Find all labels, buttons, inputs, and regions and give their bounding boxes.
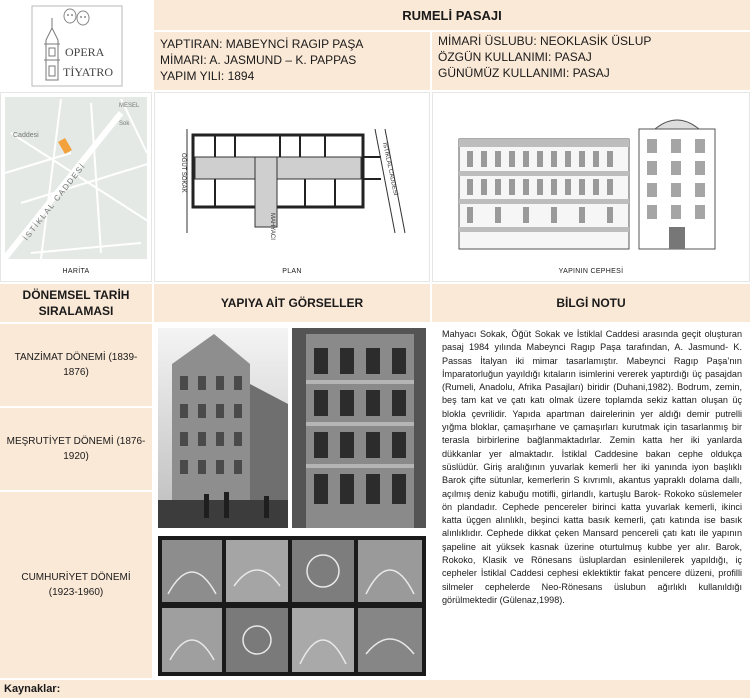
building-photos <box>154 324 430 678</box>
architect: MİMARI: A. JASMUND – K. PAPPAS <box>160 53 357 67</box>
sources-footer <box>0 680 750 698</box>
era-tanzimat-text: TANZİMAT DÖNEMİ (1839-1876) <box>14 352 138 378</box>
era-mesrutiyet <box>0 408 152 490</box>
current-use: GÜNÜMÜZ KULLANIMI: PASAJ <box>438 66 610 80</box>
notes-header-text: BİLGİ NOTU <box>556 296 626 310</box>
era-mesrutiyet-text: MEŞRUTİYET DÖNEMİ (1876-1920) <box>6 436 146 462</box>
page-title <box>152 0 750 30</box>
photos-panel <box>154 324 430 678</box>
build-year: YAPIM YILI: 1894 <box>160 69 255 83</box>
logo-text-line2: TİYATRO <box>63 65 113 79</box>
built-by: YAPTIRAN: MABEYNCİ RAGIP PAŞA <box>160 37 364 51</box>
logo-panel <box>0 0 152 90</box>
plan-panel <box>154 92 430 282</box>
map-street-label: İSTİKLAL CADDESİ <box>21 161 88 243</box>
notes-header <box>432 284 750 322</box>
info-note-text: Mahyacı Sokak, Öğüt Sokak ve İstiklal Caddesi arasında geçit oluşturan pasaj 1984 yılında Mabeynci Ragıp Paşa tarafından, A. Jasmund- K. Passas İtalyan iki mimar tasarlamıştır. Mabeynci Ragıp Paşa’nın İmparatorluğun yayıldığı kıtaların isimlerini vererek yaptırdığı üç pasajdan (Rumeli, Anadolu, Afrika Pasajları) biridir (Duhani,1982). Bodrum, zemin, beş tam kat ve çatı katı olmak üzere toplamda sekiz kattan oluşan üç blokla çevrilidir. Yapıda apartman dairelerinin yer aldığı demir putrelli yığma bloklar, çamaşırhane ve çamaşırları kurutmak için tasarlanmış bir terasla birbirlerine bağlanmaktadırlar. Zemin katta her iki yanlarda dükkanlar yer almaktadır. İstiklal Caddesine bakan cephe oldukça süslüdür. Giriş aralığının yuvarlak kemerli her iki yanında iyon başlıklı Barok çifte sütunlar, kemerlerin S kıvrımlı, akantus yapraklı dolama dallı, açılmış deniz kabuğu motifli, girlandlı, kartuşlu Barok- Rokoko süslemeler ön plandadır. Cephede pencereler birinci katta yuvarlak kemerli, ikinci katta üçgen alınlıklı, beşinci katta basık kemerli, çatı katında ise basık alınlıklıdır. Cephede dikkat çeken Mansard pencereli çatı katı ile yapının şapeline ait yüksek kasnak üzerine oturtulmuş kubbe yer alır. Barok, Rokoko, Klasik ve Rönesans üsluplardan esinlenilerek yapıldığı, iç cepheler İstiklal Caddesi cephesi eklektiktir fakat pencere düzeni, profilli silmeler cephelerde Neo-Rönesans üslubun ağırlıklı kullanıldığı görülmektedir (Gülenaz,1998). <box>442 329 742 605</box>
facade-photo <box>292 328 426 528</box>
info-right <box>432 32 750 90</box>
plan-ogut-label: ÖĞÜT SOKAK <box>180 153 186 193</box>
original-use: ÖZGÜN KULLANIMI: PASAJ <box>438 50 592 64</box>
facade-drawing <box>433 93 749 263</box>
info-note <box>432 324 750 678</box>
plan-mahyaci-label: MAHYACI <box>269 213 275 240</box>
info-left <box>154 32 430 90</box>
map-sok-label: Sok <box>119 121 130 127</box>
era-tanzimat <box>0 324 152 406</box>
facade-panel <box>432 92 750 282</box>
timeline-header-text: DÖNEMSEL TARİH SIRALAMASI <box>22 288 130 318</box>
map-side-label: Caddesi <box>13 132 39 139</box>
map-image <box>1 93 151 263</box>
images-header-text: YAPIYA AİT GÖRSELLER <box>220 296 364 310</box>
plan-drawing <box>155 93 429 263</box>
images-header <box>154 284 430 322</box>
era-cumhuriyet-text: CUMHURİYET DÖNEMİ (1923-1960) <box>21 572 131 598</box>
map-caption: HARİTA <box>62 268 90 275</box>
map-mese-label: MESEL <box>119 103 140 109</box>
architectural-style: MİMARİ ÜSLUBU: NEOKLASİK ÜSLUP <box>438 34 652 48</box>
plan-istiklal-label: İSTİKLAL CADDESİ <box>381 142 399 197</box>
facade-caption: YAPININ CEPHESİ <box>558 268 624 275</box>
sources-label: Kaynaklar: <box>4 683 61 695</box>
plan-caption: PLAN <box>282 268 302 275</box>
theatre-logo-icon <box>0 0 152 90</box>
street-photo <box>158 328 288 528</box>
logo-text-line1: OPERA <box>65 45 105 59</box>
ornament-collage <box>158 536 426 676</box>
timeline-header <box>0 284 152 322</box>
era-cumhuriyet <box>0 492 152 678</box>
page-title-text: RUMELİ PASAJI <box>402 7 502 23</box>
map-panel <box>0 92 152 282</box>
